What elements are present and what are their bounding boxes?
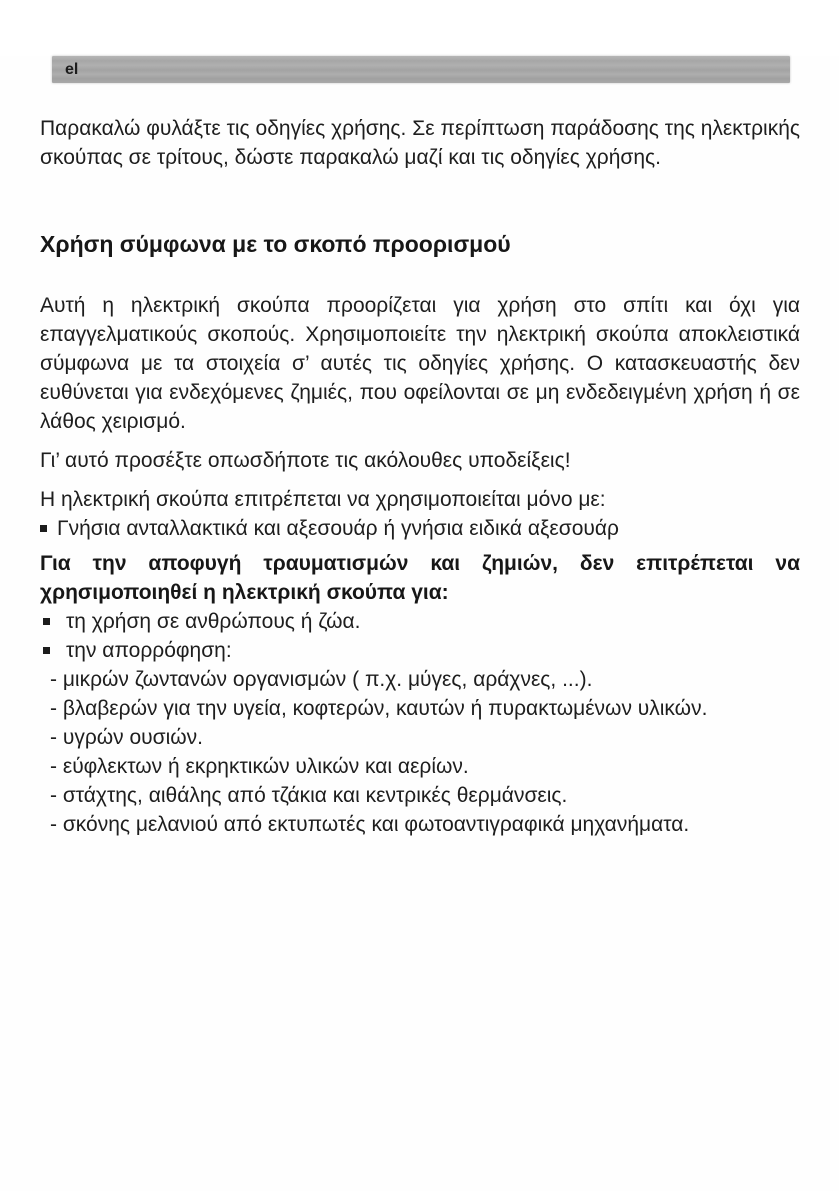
section-title: Χρήση σύμφωνα με το σκοπό προορισμού: [40, 231, 511, 257]
page-content: [0, 114, 839, 839]
intended-use-paragraph: Αυτή η ηλεκτρική σκούπα προορίζεται για χρήση στο σπίτι και όχι για επαγγελματικούς σκοπούς. Χρησιμοποιείτε την ηλεκτρική σκούπα αποκλειστικά σύμφωνα με τα στοιχεία σ’ αυτές τις οδηγίες χρήσης. Ο κατασκευαστής δεν ευθύνεται για ενδεχόμενες ζημιές, που οφείλονται σε μη ενδεδειγμένη χρήση ή σε λάθος χειρισμό.: [40, 294, 800, 433]
manual-page: [0, 56, 839, 1191]
intro-paragraph: Παρακαλώ φυλάξτε τις οδηγίες χρήσης. Σε περίπτωση παράδοσης της ηλεκτρικής σκούπας σε τρίτους, δώστε παρακαλώ μαζί και τις οδηγίες χρήσης.: [40, 117, 800, 169]
suction-list-item: - σκόνης μελανιού από εκτυπωτές και φωτοαντιγραφικά μηχανήματα.: [40, 810, 800, 839]
language-header-bar: [52, 56, 790, 83]
attention-note: Γι’ αυτό προσέξτε οπωσδήποτε τις ακόλουθες υποδείξεις!: [40, 449, 571, 472]
suction-list-item: - στάχτης, αιθάλης από τζάκια και κεντρικές θερμάνσεις.: [40, 781, 800, 810]
language-code-label: el: [65, 61, 79, 78]
suction-list-item: - υγρών ουσιών.: [40, 723, 800, 752]
warning-heading: Για την αποφυγή τραυματισμών και ζημιών, δεν επιτρέπεται να χρησιμοποιηθεί η ηλεκτρική σκούπα για:: [40, 552, 800, 604]
suction-list-item: - εύφλεκτων ή εκρηκτικών υλικών και αερίων.: [40, 752, 800, 781]
suction-list-item: - μικρών ζωντανών οργανισμών ( π.χ. μύγες, αράχνες, ...).: [40, 665, 800, 694]
permitted-use-item: Γνήσια ανταλλακτικά και αξεσουάρ ή γνήσια ειδικά αξεσουάρ: [40, 514, 800, 543]
permitted-use-intro: Η ηλεκτρική σκούπα επιτρέπεται να χρησιμοποιείται μόνο με:: [40, 488, 606, 511]
forbidden-item: την απορρόφηση:: [40, 636, 800, 665]
suction-list-item: - βλαβερών για την υγεία, κοφτερών, καυτών ή πυρακτωμένων υλικών.: [40, 694, 800, 723]
forbidden-item: τη χρήση σε ανθρώπους ή ζώα.: [40, 607, 800, 636]
